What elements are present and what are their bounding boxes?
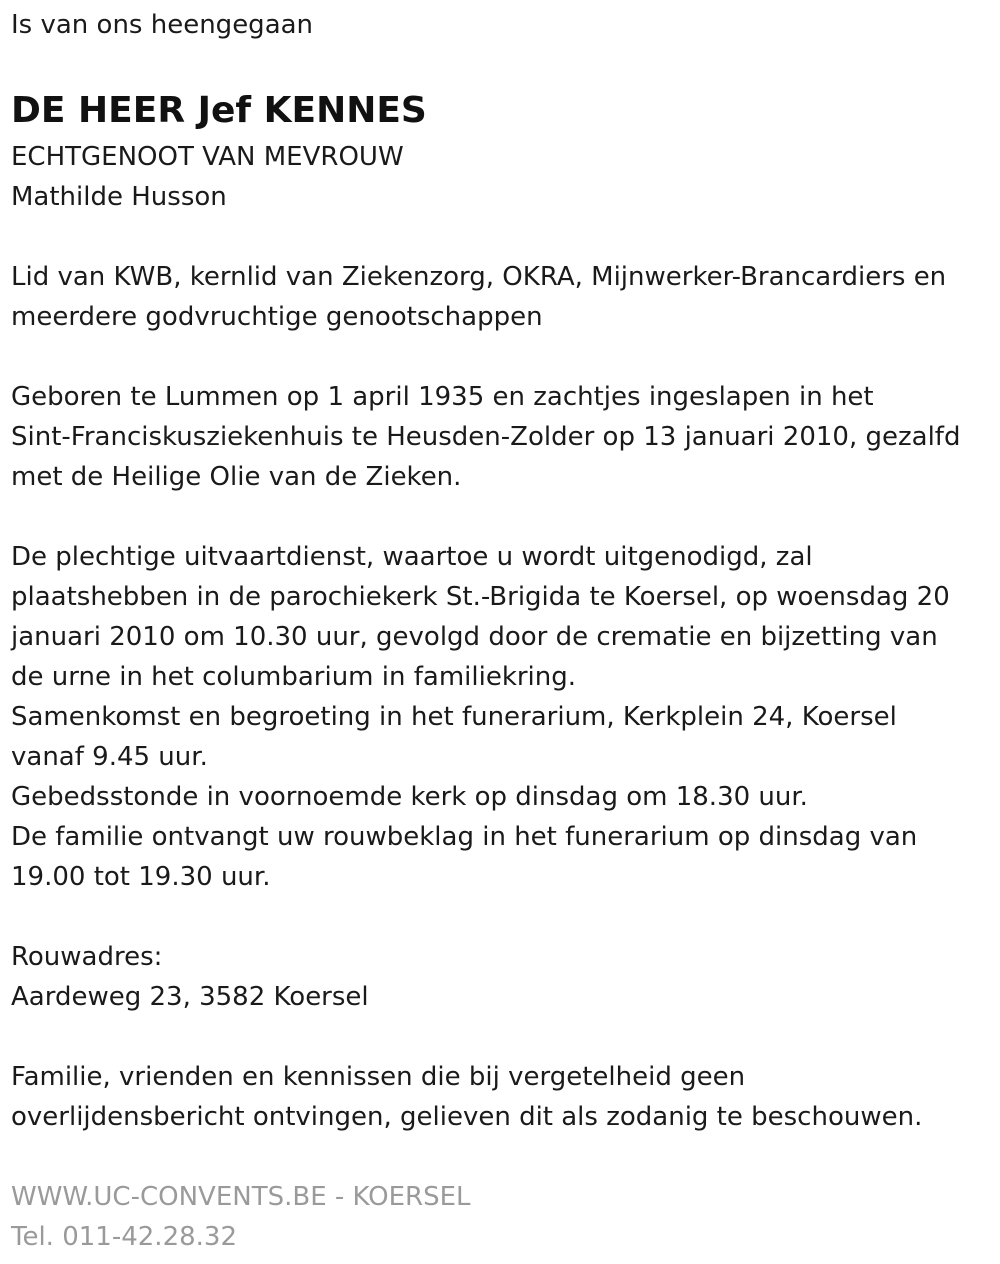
paragraph-line: de urne in het columbarium in familiekring.: [11, 662, 577, 692]
spouse-name: Mathilde Husson: [11, 182, 227, 212]
intro-text: Is van ons heengegaan: [11, 10, 314, 40]
obituary-notice: [11, 5, 986, 1257]
paragraph-line: met de Heilige Olie van de Zieken.: [11, 462, 462, 492]
paragraph-line: januari 2010 om 10.30 uur, gevolgd door de crematie en bijzetting van: [11, 622, 938, 652]
address-block: [11, 937, 986, 1017]
spacer: [11, 897, 986, 937]
paragraph-line: Geboren te Lummen op 1 april 1935 en zachtjes ingeslapen in het: [11, 382, 874, 412]
address-value: Aardeweg 23, 3582 Koersel: [11, 982, 369, 1012]
spacer: [11, 497, 986, 537]
footer-phone: Tel. 011-42.28.32: [11, 1222, 238, 1252]
paragraph-line: De familie ontvangt uw rouwbeklag in het funerarium op dinsdag van: [11, 822, 918, 852]
paragraph-line: plaatshebben in de parochiekerk St.-Brigida te Koersel, op woensdag 20: [11, 582, 950, 612]
birth-death-paragraph: [11, 377, 986, 497]
notice-paragraph: [11, 1057, 986, 1137]
spacer: [11, 1137, 986, 1177]
paragraph-line: Samenkomst en begroeting in het funerarium, Kerkplein 24, Koersel: [11, 702, 897, 732]
spacer: [11, 337, 986, 377]
footer-website: WWW.UC-CONVENTS.BE - KOERSEL: [11, 1182, 471, 1212]
paragraph-line: De plechtige uitvaartdienst, waartoe u wordt uitgenodigd, zal: [11, 542, 813, 572]
paragraph-line: vanaf 9.45 uur.: [11, 742, 208, 772]
paragraph-line: Familie, vrienden en kennissen die bij vergetelheid geen: [11, 1062, 746, 1092]
spouse-label: ECHTGENOOT VAN MEVROUW: [11, 142, 404, 172]
paragraph-line: meerdere godvruchtige genootschappen: [11, 302, 543, 332]
address-label: Rouwadres:: [11, 942, 163, 972]
footer: [11, 1177, 986, 1257]
paragraph-line: overlijdensbericht ontvingen, gelieven dit als zodanig te beschouwen.: [11, 1102, 923, 1132]
spacer: [11, 1017, 986, 1057]
paragraph-line: Sint-Franciskusziekenhuis te Heusden-Zolder op 13 januari 2010, gezalfd: [11, 422, 961, 452]
ceremony-paragraph: [11, 537, 986, 897]
paragraph-line: 19.00 tot 19.30 uur.: [11, 862, 271, 892]
membership-paragraph: [11, 257, 986, 337]
paragraph-line: Lid van KWB, kernlid van Ziekenzorg, OKRA, Mijnwerker-Brancardiers en: [11, 262, 947, 292]
deceased-name: DE HEER Jef KENNES: [11, 90, 427, 131]
paragraph-line: Gebedsstonde in voornoemde kerk op dinsdag om 18.30 uur.: [11, 782, 808, 812]
spacer: [11, 217, 986, 257]
